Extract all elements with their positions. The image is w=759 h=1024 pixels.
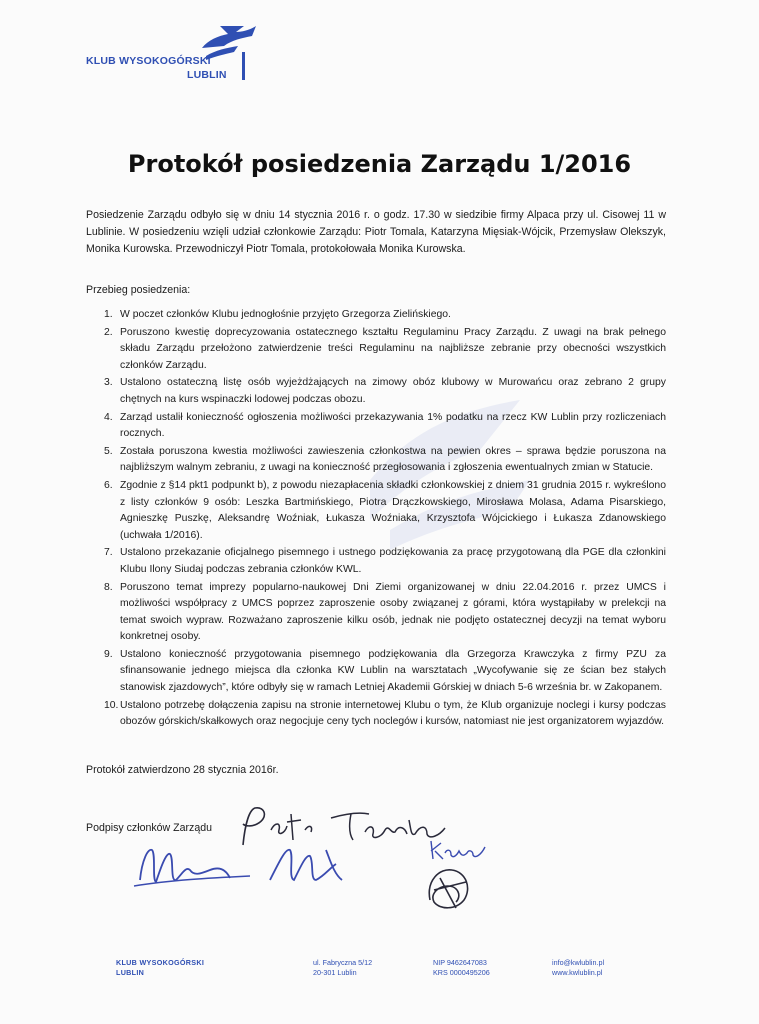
item-text: Poruszono temat imprezy popularno-naukowej Dni Ziemi organizowanej w dniu 22.04.2016 r. przez UMCS i możliwości współpracy z UMCS poprzez zaproszenie osoby związanej z górami, która wystąpiłaby w prelekcji na temat swoich wypraw. Rozważano zaproszenie kilku osób, jednak nie podjęto ostatecznej decyzji na temat wyboru konkretnej osoby.: [120, 581, 666, 643]
item-number: 10.: [104, 699, 119, 711]
item-number: 3.: [104, 377, 113, 389]
item-text: Została poruszona kwestia możliwości zawieszenia członkostwa na pewien okres – sprawa będzie poruszona na najbliższym walnym zebraniu, z uwagi na konieczność przegłosowania i zgłoszenia ewentualnych zmian w Statucie.: [120, 445, 666, 474]
item-text: Ustalono konieczność przygotowania pisemnego podziękowania dla Grzegorza Krawczyka z firmy PZU za sfinansowanie jednego miejsca dla członka KW Lublin na warsztatach „Wycofywanie się ze ścian bez stałych stanowisk zjazdowych”, które odbyły się w ramach Letniej Akademii Górskiej w dniach 5-6 września br. w Zakopanem.: [120, 648, 666, 694]
item-number: 8.: [104, 581, 113, 593]
agenda-heading: Przebieg posiedzenia:: [86, 284, 191, 296]
item-number: 7.: [104, 547, 113, 559]
footer-club-name: [116, 958, 204, 978]
item-text: W poczet członków Klubu jednogłośnie przyjęto Grzegorza Zielińskiego.: [120, 309, 451, 320]
signature-blue-1: [130, 830, 370, 900]
item-number: 1.: [104, 309, 113, 320]
club-logo: [86, 22, 266, 92]
item-text: Ustalono potrzebę dołączenia zapisu na stronie internetowej Klubu o tym, że Klub organizuje noclegi i kursy podczas obozów górskich/skałkowych oraz negocjuje ceny tych noclegów i kursów, natomiast nie jest organizatorem wyjazdów.: [120, 699, 666, 728]
list-item: [86, 545, 666, 578]
footer-address: [313, 958, 372, 978]
document-title: Protokół posiedzenia Zarządu 1/2016: [127, 150, 632, 178]
item-number: 9.: [104, 648, 113, 660]
approval-date: Protokół zatwierdzono 28 stycznia 2016r.: [86, 764, 279, 776]
footer-club-line1: KLUB WYSOKOGÓRSKI: [116, 958, 205, 967]
footer-website-link[interactable]: www.kwlublin.pl: [552, 968, 603, 977]
intro-paragraph: Posiedzenie Zarządu odbyło się w dniu 14 stycznia 2016 r. o godz. 17.30 w siedzibie firmy Alpaca przy ul. Cisowej 11 w Lublinie. W posiedzeniu wzięli udział członkowie Zarządu: Piotr Tomala, Katarzyna Mięsiak-Wójcik, Przemysław Olekszyk, Monika Kurowska. Przewodniczył Piotr Tomala, protokołowała Monika Kurowska.: [86, 209, 666, 255]
footer-city: 20-301 Lublin: [313, 968, 357, 977]
footer-registry: [433, 958, 490, 978]
item-text: Poruszono kwestię doprecyzowania ostatecznego kształtu Regulaminu Pracy Zarządu. Z uwagi na brak pełnego składu Zarządu przełożono zatwierdzenie treści Regulaminu na najbliższe zebranie przy obecności wszystkich członków Zarządu.: [120, 326, 666, 371]
list-item: [86, 698, 666, 731]
item-text: Zarząd ustalił konieczność ogłoszenia możliwości przekazywania 1% podatku na rzecz KW Lublin przy rozliczeniach rocznych.: [120, 411, 666, 440]
logo-city: LUBLIN: [187, 69, 227, 81]
signature-scribble: [420, 860, 480, 920]
logo-divider: [242, 52, 245, 80]
item-number: 5.: [104, 445, 113, 457]
item-text: Ustalono ostateczną listę osób wyjeżdżających na zimowy obóz klubowy w Murowańcu oraz zebrano 2 grupy chętnych na kurs wspinaczki lodowej podczas obozu.: [120, 377, 666, 405]
list-item: [86, 410, 666, 443]
list-item: [86, 325, 666, 375]
list-item: [86, 307, 666, 324]
item-text: Zgodnie z §14 pkt1 podpunkt b), z powodu niezapłacenia składki członkowskiej z dniem 31 grudnia 2015 r. wykreślono z listy członków 9 osób: Leszka Bartmińskiego, Piotra Drączkowskiego, Mirosława Molasa, Adama Pisarskiego, Agnieszkę Puszkę, Aleksandrę Woźniak, Łukasza Woźniaka, Krzysztofa Wójcickiego i Łukasza Zdanowskiego (uchwała 1/2016).: [120, 479, 666, 541]
footer-krs: KRS 0000495206: [433, 968, 490, 977]
list-item: [86, 580, 666, 646]
signatures-label: Podpisy członków Zarządu: [86, 822, 213, 834]
logo-name: KLUB WYSOKOGÓRSKI: [86, 55, 211, 67]
item-number: 4.: [104, 411, 113, 423]
item-text: Ustalono przekazanie oficjalnego pisemnego i ustnego podziękowania za pracę przygotowaną dla PGE dla członkini Klubu Ilony Siudaj podczas zebrania członków KWL.: [120, 547, 666, 575]
footer-street: ul. Fabryczna 5/12: [313, 958, 373, 967]
item-number: 2.: [104, 326, 113, 338]
list-item: [86, 647, 666, 697]
footer-contact: [552, 958, 604, 978]
item-number: 6.: [104, 479, 113, 491]
list-item: [86, 444, 666, 477]
footer-email-link[interactable]: info@kwlublin.pl: [552, 958, 605, 967]
list-item: [86, 375, 666, 408]
list-item: [86, 478, 666, 544]
footer-club-line2: LUBLIN: [116, 968, 145, 977]
footer-nip: NIP 9462647083: [433, 958, 487, 967]
agenda-list: [86, 307, 666, 732]
